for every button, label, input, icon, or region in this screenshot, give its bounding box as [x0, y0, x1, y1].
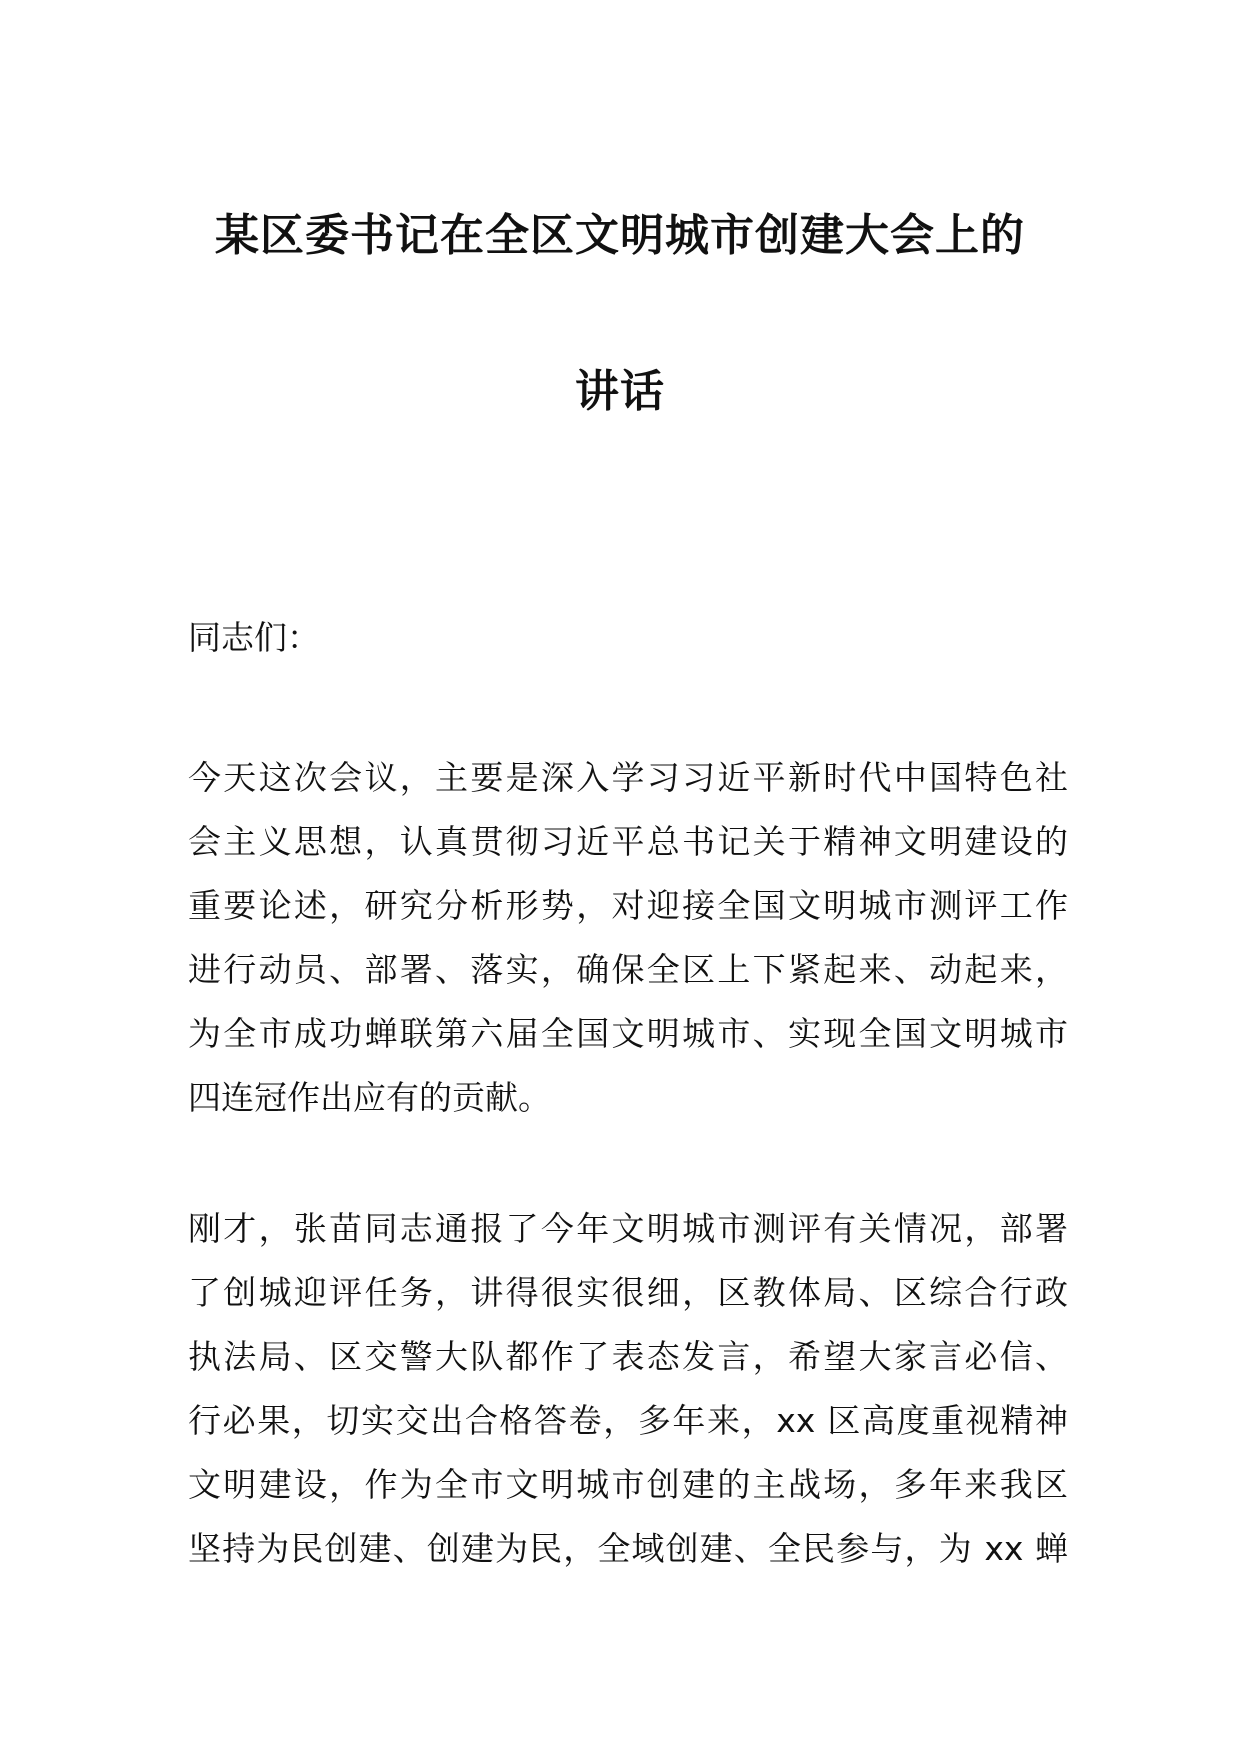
paragraph-line: 刚才，张苗同志通报了今年文明城市测评有关情况，部署 — [188, 1209, 1068, 1248]
document-title-line-2: 讲话 — [575, 366, 665, 417]
paragraph-line: 执法局、区交警大队都作了表态发言，希望大家言必信、 — [188, 1337, 1068, 1376]
salutation: 同志们： — [188, 618, 320, 657]
paragraph-line: 今天这次会议，主要是深入学习习近平新时代中国特色社 — [188, 758, 1068, 797]
paragraph-line: 会主义思想，认真贯彻习近平总书记关于精神文明建设的 — [188, 822, 1068, 861]
paragraph-line: 了创城迎评任务，讲得很实很细，区教体局、区综合行政 — [188, 1273, 1068, 1312]
paragraph-2 — [188, 1197, 1068, 1581]
paragraph-line: 四连冠作出应有的贡献。 — [188, 1078, 551, 1117]
paragraph-line: 进行动员、部署、落实，确保全区上下紧起来、动起来， — [188, 950, 1068, 989]
paragraph-1 — [188, 746, 1068, 1130]
paragraph-line: 重要论述，研究分析形势，对迎接全国文明城市测评工作 — [188, 886, 1068, 925]
paragraph-line: 文明建设，作为全市文明城市创建的主战场，多年来我区 — [188, 1465, 1068, 1504]
paragraph-line: 为全市成功蝉联第六届全国文明城市、实现全国文明城市 — [188, 1014, 1068, 1053]
document-title-line-1: 某区委书记在全区文明城市创建大会上的 — [215, 210, 1025, 261]
paragraph-line: 坚持为民创建、创建为民，全域创建、全民参与，为 xx 蝉 — [188, 1529, 1068, 1568]
paragraph-line: 行必果，切实交出合格答卷，多年来，xx 区高度重视精神 — [188, 1401, 1068, 1440]
